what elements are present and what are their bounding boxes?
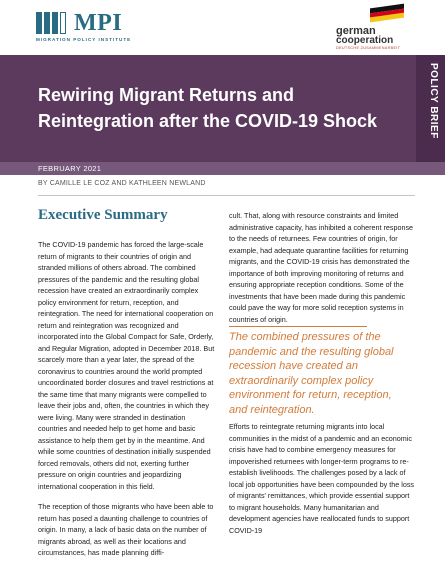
date-band: [0, 162, 445, 175]
paragraph: The reception of those migrants who have been able to return has posed a daunting challenge to countries of origin. In many, a lack of basic data on the number of migrants abroad, as well as their locations and circumstances, has made planning diffi-: [38, 502, 214, 557]
divider: [38, 195, 415, 196]
paragraph: The COVID-19 pandemic has forced the large-scale return of migrants to their countries of origin and stranded millions of others abroad. The combined pressures of the pandemic and the resulting global recession have created an extraordinarily complex policy environment for return, reception, and reintegration. The need for international cooperation on return and reintegration was recognized and incorporated into the Global Compact for Safe, Orderly, and Regular Migration, adopted in December 2018. But scarcely more than a year later, the spread of the coronavirus to countries around the world prompted uncoordinated border closures and travel restrictions at the same time that many migrants were compelled to leave their jobs and, often, the countries in which they were living. Many were stranded in destination countries and needed help to get home and basic assistance to help them get by in the meantime. And while some countries of destination initially suspended forced removals, others did not, exerting further pressure on origin countries and jeopardizing international cooperation in this field.: [38, 240, 215, 491]
right-column-continued: [229, 421, 416, 536]
section-heading: Executive Summary: [38, 207, 168, 223]
partner-line-2: cooperation: [336, 35, 394, 46]
logo-subtitle: MIGRATION POLICY INSTITUTE: [36, 37, 132, 42]
logo-text: MPI: [74, 10, 123, 36]
partner-line-1: german: [336, 25, 376, 37]
partner-line-3: DEUTSCHE ZUSAMMENARBEIT: [336, 46, 401, 50]
title-banner: [0, 55, 445, 162]
policy-brief-label: POLICY BRIEF: [428, 63, 439, 139]
german-cooperation-logo: [336, 6, 412, 50]
publication-date: FEBRUARY 2021: [38, 164, 102, 173]
pull-quote-rule: [229, 326, 367, 327]
mpi-logo: [36, 12, 122, 34]
paragraph: Efforts to reintegrate returning migrants into local communities in the midst of a pandemic and an economic crisis have had to combine emergency measures for impoverished returnees with longer-term programs to re-establish livelihoods. The challenges posed by a lack of local job opportunities have been compounded by the loss of migrants' remittances, which provide essential support to migrant households. Many humanitarian and development agencies have reallocated funds to support COVID-19: [229, 422, 415, 535]
right-column: [229, 210, 416, 325]
german-flag-icon: [370, 6, 404, 20]
mpi-logo-mark-icon: [36, 12, 70, 34]
byline: BY CAMILLE LE COZ AND KATHLEEN NEWLAND: [38, 180, 206, 187]
side-tab: [416, 55, 445, 162]
pull-quote: The combined pressures of the pandemic and the resulting global recession have created an extraordinarily complex policy environment for return, reception, and reintegration.: [229, 331, 394, 416]
left-column: [38, 239, 216, 559]
document-title: Rewiring Migrant Returns and Reintegration after the COVID-19 Shock: [38, 85, 378, 131]
paragraph: cult. That, along with resource constraints and limited administrative capacity, has inhibited a coherent response to the needs of returnees. Few countries of origin, for example, had adequate quarantine facilities for returning migrants, and the COVID-19 crisis has demonstrated the importance of both improving monitoring of returns and ensuring appropriate reception conditions. Some of the investments that have been made during this pandemic could pave the way for more solid reception systems in countries of origin.: [229, 211, 414, 324]
